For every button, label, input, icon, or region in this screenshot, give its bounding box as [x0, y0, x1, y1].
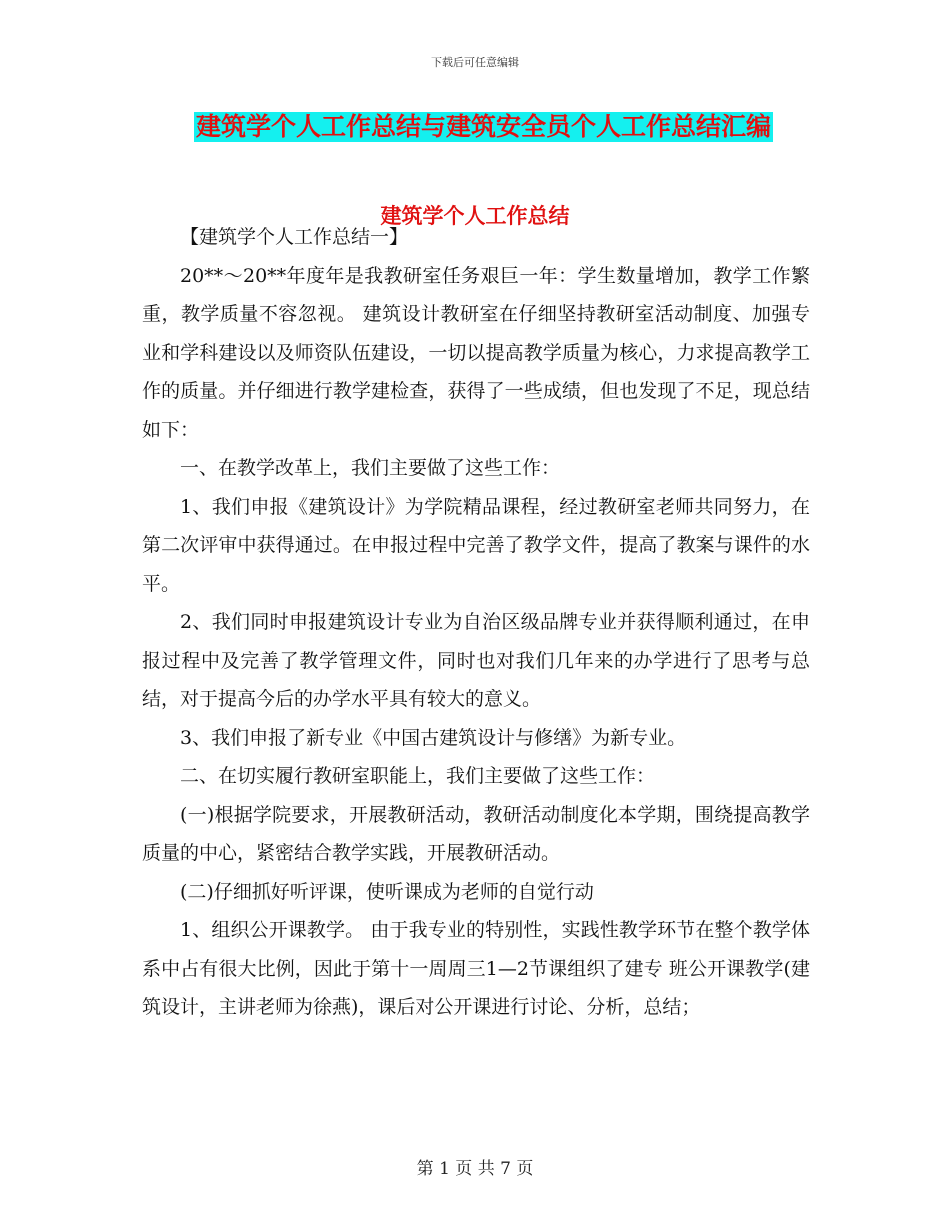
section-title: 建筑学个人工作总结	[380, 203, 570, 228]
paragraph: 3、我们申报了新专业《中国古建筑设计与修缮》为新专业。	[180, 726, 687, 749]
paragraph: (一)根据学院要求，开展教研活动，教研活动制度化本学期，围绕提高教学质量的中心，紧密结合教学实践，开展教研活动。	[142, 803, 810, 864]
page-number: 第 1 页 共 7 页	[416, 1159, 534, 1179]
paragraph: 1、我们申报《建筑设计》为学院精品课程，经过教研室老师共同努力，在第二次评审中获得通过。在申报过程中完善了教学文件，提高了教案与课件的水平。	[142, 495, 810, 595]
paragraph: 一、在教学改革上，我们主要做了这些工作：	[180, 457, 561, 479]
paragraph: 二、在切实履行教研室职能上，我们主要做了这些工作：	[180, 765, 656, 787]
paragraph: 2、我们同时申报建筑设计专业为自治区级品牌专业并获得顺利通过，在申报过程中及完善了教学管理文件，同时也对我们几年来的办学进行了思考与总结，对于提高今后的办学水平具有较大的意义。	[142, 611, 810, 710]
document-title: 建筑学个人工作总结与建筑安全员个人工作总结汇编	[196, 112, 772, 141]
paragraph: (二)仔细抓好听评课，使听课成为老师的自觉行动	[180, 880, 594, 903]
paragraph: 1、组织公开课教学。 由于我专业的特别性，实践性教学环节在整个教学体系中占有很大比例，因此于第十一周周三1—2节课组织了建专 班公开课教学(建筑设计，主讲老师为徐燕)，课后对公开课进行讨论、分析，总结；	[142, 919, 810, 1018]
header-note: 下载后可任意编辑	[431, 56, 519, 69]
paragraph: 【建筑学个人工作总结一】	[180, 226, 409, 248]
paragraph: 20**～20**年度年是我教研室任务艰巨一年：学生数量增加，教学工作繁重，教学质量不容忽视。 建筑设计教研室在仔细坚持教研室活动制度、加强专业和学科建设以及师资队伍建设，一切以提高教学质量为核心，力求提高教学工作的质量。并仔细进行教学建检查，获得了一些成绩，但也发现了不足，现总结如下：	[142, 264, 810, 441]
document-body	[142, 218, 810, 1027]
